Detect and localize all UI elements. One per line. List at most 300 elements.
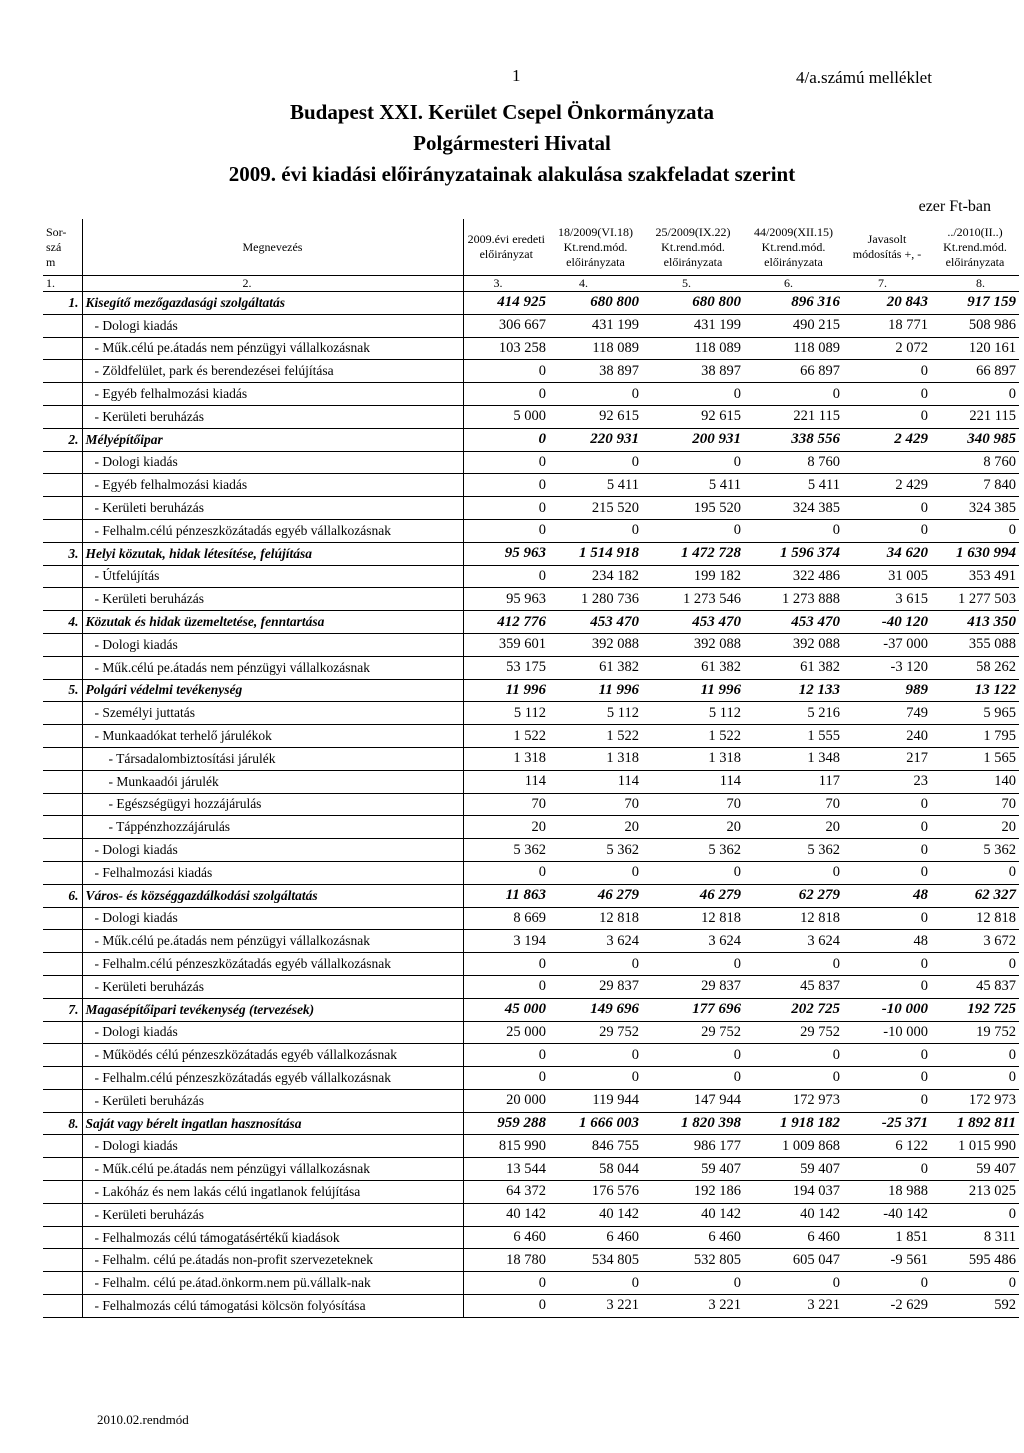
cell-value: 147 944 (642, 1089, 744, 1112)
table-row-section (43, 1112, 1019, 1135)
row-name: - Műk.célú pe.átadás nem pénzügyi vállalkozásnak (82, 337, 463, 360)
table-row (43, 770, 1019, 793)
cell-value: 61 382 (744, 656, 843, 679)
table-row (43, 1021, 1019, 1044)
cell-value: 0 (463, 474, 549, 497)
cell-value: 0 (642, 861, 744, 884)
index-cell: 2. (82, 276, 463, 292)
cell-value: 6 460 (463, 1226, 549, 1249)
cell-value: 18 771 (843, 314, 931, 337)
table-row (43, 451, 1019, 474)
cell-value: 3 615 (843, 588, 931, 611)
cell-value: 58 044 (549, 1158, 642, 1181)
cell-value: 392 088 (744, 633, 843, 656)
cell-value: 0 (463, 360, 549, 383)
row-name: - Dologi kiadás (82, 451, 463, 474)
table-index-row (43, 276, 1019, 292)
row-name: - Munkaadókat terhelő járulékok (82, 725, 463, 748)
cell-value: 11 996 (642, 679, 744, 702)
cell-value: 1 348 (744, 747, 843, 770)
cell-value: 431 199 (642, 314, 744, 337)
cell-value: 48 (843, 930, 931, 953)
cell-value: 5 216 (744, 702, 843, 725)
table-row (43, 702, 1019, 725)
cell-value: 29 752 (549, 1021, 642, 1044)
table-row (43, 930, 1019, 953)
cell-value: 46 279 (549, 884, 642, 907)
table-row (43, 1295, 1019, 1318)
row-number (43, 816, 82, 839)
cell-value: 355 088 (931, 633, 1019, 656)
cell-value: 1 892 811 (931, 1112, 1019, 1135)
row-name: - Felhalm.célú pénzeszközátadás egyéb vállalkozásnak (82, 1067, 463, 1090)
cell-value: 118 089 (744, 337, 843, 360)
cell-value: 118 089 (642, 337, 744, 360)
cell-value: 19 752 (931, 1021, 1019, 1044)
cell-value: 0 (744, 1272, 843, 1295)
cell-value: 114 (463, 770, 549, 793)
table-row (43, 656, 1019, 679)
cell-value: 221 115 (744, 405, 843, 428)
cell-value: 66 897 (931, 360, 1019, 383)
cell-value: 177 696 (642, 998, 744, 1021)
table-row (43, 816, 1019, 839)
table-row (43, 1181, 1019, 1204)
cell-value: 200 931 (642, 428, 744, 451)
cell-value: 392 088 (642, 633, 744, 656)
cell-value: 5 362 (931, 839, 1019, 862)
cell-value: 1 630 994 (931, 542, 1019, 565)
cell-value: 0 (463, 953, 549, 976)
cell-value: 0 (843, 1067, 931, 1090)
cell-value: 1 795 (931, 725, 1019, 748)
row-name: - Egyéb felhalmozási kiadás (82, 474, 463, 497)
cell-value: 680 800 (549, 292, 642, 315)
cell-value: 20 (549, 816, 642, 839)
cell-value: 0 (463, 565, 549, 588)
row-number (43, 474, 82, 497)
cell-value: 1 009 868 (744, 1135, 843, 1158)
row-name: - Dologi kiadás (82, 1021, 463, 1044)
cell-value: 0 (843, 793, 931, 816)
cell-value: 1 280 736 (549, 588, 642, 611)
cell-value: 989 (843, 679, 931, 702)
table-row-section (43, 611, 1019, 634)
cell-value: 306 667 (463, 314, 549, 337)
cell-value: 20 000 (463, 1089, 549, 1112)
cell-value: 3 221 (549, 1295, 642, 1318)
cell-value: 412 776 (463, 611, 549, 634)
cell-value: 1 820 398 (642, 1112, 744, 1135)
cell-value: 23 (843, 770, 931, 793)
row-number (43, 839, 82, 862)
row-name: - Kerületi beruházás (82, 588, 463, 611)
table-row (43, 1044, 1019, 1067)
cell-value: -9 561 (843, 1249, 931, 1272)
cell-value: 66 897 (744, 360, 843, 383)
cell-value: 0 (463, 1295, 549, 1318)
cell-value: 0 (843, 816, 931, 839)
cell-value: 534 805 (549, 1249, 642, 1272)
row-number (43, 337, 82, 360)
row-name: - Kerületi beruházás (82, 1089, 463, 1112)
cell-value: 413 350 (931, 611, 1019, 634)
cell-value: 508 986 (931, 314, 1019, 337)
cell-value: 12 818 (931, 907, 1019, 930)
cell-value: 453 470 (549, 611, 642, 634)
row-name: - Kerületi beruházás (82, 975, 463, 998)
cell-value: 192 186 (642, 1181, 744, 1204)
cell-value: 453 470 (744, 611, 843, 634)
cell-value: 118 089 (549, 337, 642, 360)
cell-value: 1 514 918 (549, 542, 642, 565)
row-name: Magasépítőipari tevékenység (tervezések) (82, 998, 463, 1021)
cell-value: 3 221 (744, 1295, 843, 1318)
cell-value: 1 565 (931, 747, 1019, 770)
cell-value: 1 851 (843, 1226, 931, 1249)
row-number (43, 702, 82, 725)
cell-value: 6 122 (843, 1135, 931, 1158)
table-row-section (43, 428, 1019, 451)
table-row (43, 1203, 1019, 1226)
row-name: - Táppénzhozzájárulás (82, 816, 463, 839)
cell-value: 846 755 (549, 1135, 642, 1158)
cell-value: 414 925 (463, 292, 549, 315)
cell-value: 29 752 (642, 1021, 744, 1044)
cell-value: 2 072 (843, 337, 931, 360)
cell-value: 532 805 (642, 1249, 744, 1272)
cell-value: 70 (931, 793, 1019, 816)
cell-value: 0 (931, 1044, 1019, 1067)
cell-value: 199 182 (642, 565, 744, 588)
cell-value: 0 (463, 451, 549, 474)
row-name: Közutak és hidak üzemeltetése, fenntartása (82, 611, 463, 634)
cell-value: 194 037 (744, 1181, 843, 1204)
row-number: 4. (43, 611, 82, 634)
row-name: - Lakóház és nem lakás célú ingatlanok felújítása (82, 1181, 463, 1204)
header-name: Megnevezés (82, 219, 463, 276)
cell-value: 61 382 (642, 656, 744, 679)
cell-value: 92 615 (549, 405, 642, 428)
row-number (43, 1158, 82, 1181)
cell-value: 5 112 (549, 702, 642, 725)
cell-value: 62 327 (931, 884, 1019, 907)
cell-value: 12 133 (744, 679, 843, 702)
cell-value: 0 (843, 497, 931, 520)
cell-value: 5 362 (549, 839, 642, 862)
row-name: - Felhalm.célú pénzeszközátadás egyéb vállalkozásnak (82, 953, 463, 976)
cell-value: 1 273 888 (744, 588, 843, 611)
cell-value: 1 472 728 (642, 542, 744, 565)
row-name: - Kerületi beruházás (82, 1203, 463, 1226)
cell-value: 896 316 (744, 292, 843, 315)
row-name: - Felhalmozás célú támogatásértékű kiadások (82, 1226, 463, 1249)
cell-value: 324 385 (744, 497, 843, 520)
cell-value: 0 (744, 861, 843, 884)
document-title-line3: 2009. évi kiadási előirányzatainak alakulása szakfeladat szerint (228, 162, 796, 186)
cell-value: 20 (931, 816, 1019, 839)
cell-value: 1 277 503 (931, 588, 1019, 611)
cell-value: 70 (642, 793, 744, 816)
cell-value: 221 115 (931, 405, 1019, 428)
cell-value: 749 (843, 702, 931, 725)
table-row-section (43, 542, 1019, 565)
cell-value: -40 120 (843, 611, 931, 634)
cell-value: 0 (931, 953, 1019, 976)
table-row (43, 383, 1019, 406)
row-number (43, 360, 82, 383)
cell-value: 3 672 (931, 930, 1019, 953)
cell-value: 12 818 (744, 907, 843, 930)
cell-value: 0 (931, 1272, 1019, 1295)
header-c6: Javasolt módosítás +, - (852, 232, 922, 261)
cell-value: 0 (549, 519, 642, 542)
row-number (43, 1089, 82, 1112)
row-name: - Zöldfelület, park és berendezései felújítása (82, 360, 463, 383)
cell-value: 0 (642, 1272, 744, 1295)
cell-value: 53 175 (463, 656, 549, 679)
header-sor (43, 219, 82, 276)
cell-value: 70 (463, 793, 549, 816)
cell-value: 18 780 (463, 1249, 549, 1272)
footer-note: 2010.02.rendmód (97, 1412, 189, 1427)
cell-value: 0 (549, 1067, 642, 1090)
row-number (43, 314, 82, 337)
cell-value: 5 411 (642, 474, 744, 497)
row-name: - Személyi juttatás (82, 702, 463, 725)
row-name: - Felhalm. célú pe.átad.önkorm.nem pü.vállalk-nak (82, 1272, 463, 1295)
row-number (43, 1181, 82, 1204)
cell-value: 195 520 (642, 497, 744, 520)
cell-value: 6 460 (642, 1226, 744, 1249)
cell-value: 5 362 (463, 839, 549, 862)
row-number: 6. (43, 884, 82, 907)
cell-value: -10 000 (843, 998, 931, 1021)
table-row (43, 1089, 1019, 1112)
cell-value: 213 025 (931, 1181, 1019, 1204)
cell-value: 59 407 (931, 1158, 1019, 1181)
cell-value: 5 112 (642, 702, 744, 725)
cell-value: 20 843 (843, 292, 931, 315)
table-row (43, 588, 1019, 611)
cell-value: 0 (843, 1044, 931, 1067)
row-number (43, 1067, 82, 1090)
cell-value: 0 (931, 861, 1019, 884)
cell-value: 605 047 (744, 1249, 843, 1272)
row-number (43, 1272, 82, 1295)
cell-value: 0 (549, 861, 642, 884)
cell-value: 3 624 (549, 930, 642, 953)
cell-value: 431 199 (549, 314, 642, 337)
cell-value: 8 760 (931, 451, 1019, 474)
table-row (43, 725, 1019, 748)
annex-label: 4/a.számú melléklet (796, 68, 932, 87)
table-row (43, 337, 1019, 360)
cell-value: 234 182 (549, 565, 642, 588)
table-header-row (43, 219, 1019, 276)
cell-value: -40 142 (843, 1203, 931, 1226)
cell-value: 0 (642, 1067, 744, 1090)
cell-value: 11 996 (549, 679, 642, 702)
table-row (43, 565, 1019, 588)
cell-value: 0 (843, 405, 931, 428)
cell-value: 0 (463, 1272, 549, 1295)
cell-value: 7 840 (931, 474, 1019, 497)
row-number (43, 497, 82, 520)
row-name: Helyi közutak, hidak létesítése, felújítása (82, 542, 463, 565)
cell-value: 1 522 (642, 725, 744, 748)
cell-value: 595 486 (931, 1249, 1019, 1272)
cell-value: 1 318 (642, 747, 744, 770)
cell-value: 31 005 (843, 565, 931, 588)
cell-value: 40 142 (744, 1203, 843, 1226)
cell-value: 592 (931, 1295, 1019, 1318)
cell-value: 0 (463, 1044, 549, 1067)
header-c4: 25/2009(IX.22) Kt.rend.mód. előirányzata (655, 224, 731, 269)
row-number: 7. (43, 998, 82, 1021)
cell-value: 0 (931, 1067, 1019, 1090)
row-number (43, 907, 82, 930)
row-name: - Dologi kiadás (82, 907, 463, 930)
row-name: - Társadalombiztosítási járulék (82, 747, 463, 770)
cell-value: -3 120 (843, 656, 931, 679)
cell-value: 0 (642, 1044, 744, 1067)
cell-value: 192 725 (931, 998, 1019, 1021)
cell-value: -37 000 (843, 633, 931, 656)
cell-value: 322 486 (744, 565, 843, 588)
table-row (43, 839, 1019, 862)
row-name: - Műk.célú pe.átadás nem pénzügyi vállalkozásnak (82, 1158, 463, 1181)
cell-value: 220 931 (549, 428, 642, 451)
row-name: - Felhalm.célú pénzeszközátadás egyéb vállalkozásnak (82, 519, 463, 542)
row-name: - Felhalmozás célú támogatási kölcsön folyósítása (82, 1295, 463, 1318)
cell-value: 340 985 (931, 428, 1019, 451)
row-name: - Dologi kiadás (82, 633, 463, 656)
row-name: Saját vagy bérelt ingatlan hasznosítása (82, 1112, 463, 1135)
unit-label: ezer Ft-ban (918, 198, 991, 215)
row-number: 5. (43, 679, 82, 702)
row-name: - Dologi kiadás (82, 839, 463, 862)
table-row (43, 793, 1019, 816)
cell-value: 2 429 (843, 474, 931, 497)
table-row (43, 1067, 1019, 1090)
cell-value: 3 221 (642, 1295, 744, 1318)
cell-value: 20 (744, 816, 843, 839)
row-number (43, 770, 82, 793)
table-row-section (43, 292, 1019, 315)
row-name: - Kerületi beruházás (82, 497, 463, 520)
row-name: - Működés célú pénzeszközátadás egyéb vállalkozásnak (82, 1044, 463, 1067)
cell-value: 0 (931, 383, 1019, 406)
row-name: - Műk.célú pe.átadás nem pénzügyi vállalkozásnak (82, 930, 463, 953)
cell-value: 5 965 (931, 702, 1019, 725)
table-row (43, 519, 1019, 542)
row-number (43, 793, 82, 816)
cell-value: 92 615 (642, 405, 744, 428)
row-name: - Felhalmozási kiadás (82, 861, 463, 884)
row-number (43, 565, 82, 588)
row-number (43, 633, 82, 656)
cell-value: 6 460 (744, 1226, 843, 1249)
row-number: 2. (43, 428, 82, 451)
cell-value: 11 863 (463, 884, 549, 907)
cell-value: 114 (642, 770, 744, 793)
budget-table (43, 219, 1019, 1318)
row-number: 8. (43, 1112, 82, 1135)
cell-value: 0 (549, 1044, 642, 1067)
cell-value: 1 522 (463, 725, 549, 748)
cell-value: 1 555 (744, 725, 843, 748)
cell-value: 70 (549, 793, 642, 816)
cell-value: 12 818 (549, 907, 642, 930)
row-number (43, 451, 82, 474)
row-number (43, 1226, 82, 1249)
page-number: 1 (512, 66, 521, 85)
table-row (43, 1226, 1019, 1249)
cell-value: 13 122 (931, 679, 1019, 702)
row-number (43, 725, 82, 748)
cell-value: 0 (843, 383, 931, 406)
cell-value: 5 112 (463, 702, 549, 725)
cell-value: 3 194 (463, 930, 549, 953)
table-row-section (43, 998, 1019, 1021)
cell-value: 3 624 (744, 930, 843, 953)
cell-value: 0 (744, 383, 843, 406)
cell-value: 8 311 (931, 1226, 1019, 1249)
row-number (43, 1249, 82, 1272)
cell-value: 20 (642, 816, 744, 839)
cell-value: 29 752 (744, 1021, 843, 1044)
row-name: - Egyéb felhalmozási kiadás (82, 383, 463, 406)
cell-value: 0 (642, 519, 744, 542)
row-number (43, 1021, 82, 1044)
header-c7: ../2010(II..) Kt.rend.mód. előirányzata (943, 224, 1007, 269)
table-row (43, 497, 1019, 520)
cell-value: 176 576 (549, 1181, 642, 1204)
cell-value: -25 371 (843, 1112, 931, 1135)
cell-value: 120 161 (931, 337, 1019, 360)
cell-value: 172 973 (931, 1089, 1019, 1112)
cell-value: 0 (843, 519, 931, 542)
cell-value: 117 (744, 770, 843, 793)
cell-value: 959 288 (463, 1112, 549, 1135)
cell-value: 64 372 (463, 1181, 549, 1204)
table-row (43, 1158, 1019, 1181)
cell-value: 0 (549, 451, 642, 474)
cell-value: 114 (549, 770, 642, 793)
index-cell: 1. (43, 276, 82, 292)
cell-value: 29 837 (642, 975, 744, 998)
cell-value: 5 411 (549, 474, 642, 497)
table-row (43, 1135, 1019, 1158)
row-name: Polgári védelmi tevékenység (82, 679, 463, 702)
table-row (43, 953, 1019, 976)
table-row (43, 474, 1019, 497)
cell-value: 40 142 (549, 1203, 642, 1226)
cell-value: 2 429 (843, 428, 931, 451)
cell-value: 0 (843, 839, 931, 862)
cell-value: 8 669 (463, 907, 549, 930)
row-number (43, 930, 82, 953)
cell-value: 0 (463, 519, 549, 542)
cell-value: 20 (463, 816, 549, 839)
cell-value: 986 177 (642, 1135, 744, 1158)
cell-value: 95 963 (463, 542, 549, 565)
cell-value: 0 (843, 861, 931, 884)
cell-value: 95 963 (463, 588, 549, 611)
row-number (43, 953, 82, 976)
cell-value: 103 258 (463, 337, 549, 360)
